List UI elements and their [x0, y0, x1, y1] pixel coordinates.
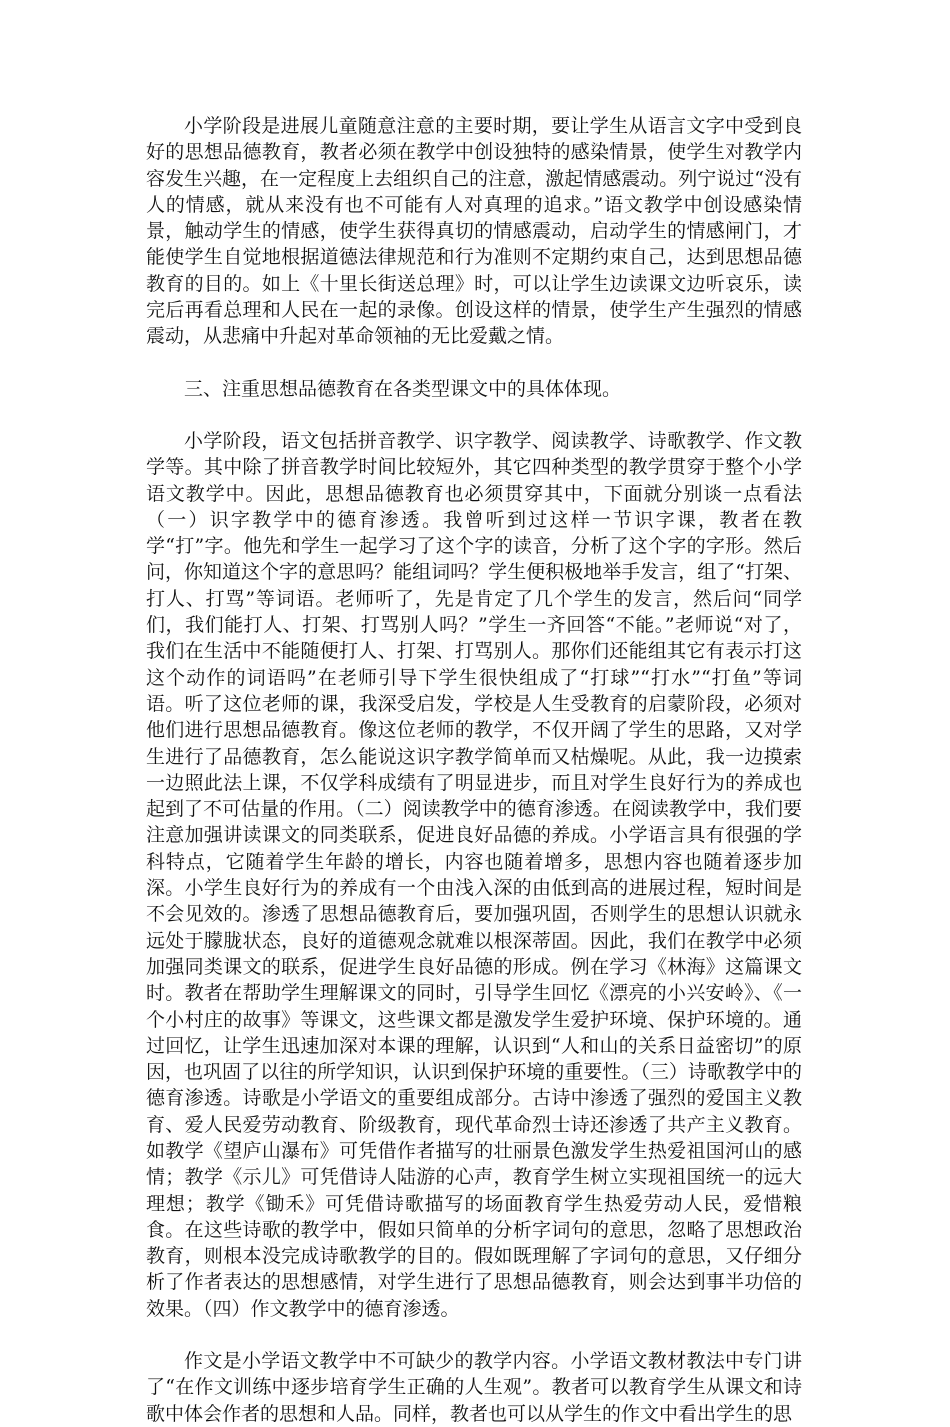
- paragraph-composition: 作文是小学语文教学中不可缺少的教学内容。小学语文教材教法中专门讲了“在作文训练中逐步培育学生正确的人生观”。教者可以教育学生从课文和诗歌中体会作者的思想和人品。同样，教者也可以从学生的作文中看出学生的思: [146, 1350, 802, 1425]
- section-heading-three: 三、注重思想品德教育在各类型课文中的具体体现。: [184, 377, 622, 400]
- paragraph-lesson-types: 小学阶段，语文包括拼音教学、识字教学、阅读教学、诗歌教学、作文教学等。其中除了拼音教学时间比较短外，其它四种类型的教学贯穿于整个小学语文教学中。因此，思想品德教育也必须贯穿其中，下面就分别谈一点看法（一）识字教学中的德育渗透。我曾听到过这样一节识字课，教者在教学“打”字。他先和学生一起学习了这个字的读音，分析了这个字的字形。然后问，你知道这个字的意思吗？能组词吗？学生便积极地举手发言，组了“打架、打人、打骂”等词语。老师听了，先是肯定了几个学生的发言，然后问“同学们，我们能打人、打架、打骂别人吗？”学生一齐回答“不能。”老师说“对了，我们在生活中不能随便打人、打架、打骂别人。那你们还能组其它有表示打这这个动作的词语吗”在老师引导下学生很快组成了“打球”“打水”“打鱼”等词语。听了这位老师的课，我深受启发，学校是人生受教育的启蒙阶段，必须对他们进行思想品德教育。像这位老师的教学，不仅开阔了学生的思路，又对学生进行了品德教育，怎么能说这识字教学简单而又枯燥呢。从此，我一边摸索一边照此法上课，不仅学科成绩有了明显进步，而且对学生良好行为的养成也起到了不可估量的作用。（二）阅读教学中的德育渗透。在阅读教学中，我们要注意加强讲读课文的同类联系，促进良好品德的养成。小学语言具有很强的学科特点，它随着学生年龄的增长，内容也随着增多，思想内容也随着逐步加深。小学生良好行为的养成有一个由浅入深的由低到高的进展过程，短时间是不会见效的。渗透了思想品德教育后，要加强巩固，否则学生的思想认识就永远处于朦胧状态，良好的道德观念就难以根深蒂固。因此，我们在教学中必须加强同类课文的联系，促进学生良好品德的形成。例在学习《林海》这篇课文时。教者在帮助学生理解课文的同时，引导学生回忆《漂亮的小兴安岭》、《一个小村庄的故事》等课文，这些课文都是激发学生爱护环境、保护环境的。通过回忆，让学生迅速加深对本课的理解，认识到“人和山的关系日益密切”的原因，也巩固了以往的所学知识，认识到保护环境的重要性。（三）诗歌教学中的德育渗透。诗歌是小学语文的重要组成部分。古诗中渗透了强烈的爱国主义教育、爱人民爱劳动教育、阶级教育，现代革命烈士诗还渗透了共产主义教育。如教学《望庐山瀑布》可凭借作者描写的壮丽景色激发学生热爱祖国河山的感情；教学《示儿》可凭借诗人陆游的心声，教育学生树立实现祖国统一的远大理想；教学《锄禾》可凭借诗歌描写的场面教育学生热爱劳动人民，爱惜粮食。在这些诗歌的教学中，假如只简单的分析字词句的意思，忽略了思想政治教育，则根本没完成诗歌教学的目的。假如既理解了字词句的意思，又仔细分析了作者表达的思想感情，对学生进行了思想品德教育，则会达到事半功倍的效果。（四）作文教学中的德育渗透。: [146, 429, 802, 1320]
- paragraph-emotional-scenes: 小学阶段是进展儿童随意注意的主要时期，要让学生从语言文字中受到良好的思想品德教育，教者必须在教学中创设独特的感染情景，使学生对教学内容发生兴趣，在一定程度上去组织自己的注意，激起情感震动。列宁说过“没有人的情感，就从来没有也不可能有人对真理的追求。”语文教学中创设感染情景，触动学生的情感，使学生获得真切的情感震动，启动学生的情感闸门，才能使学生自觉地根据道德法律规范和行为准则不定期约束自己，达到思想品德教育的目的。如上《十里长街送总理》时，可以让学生边读课文边听哀乐，读完后再看总理和人民在一起的录像。创设这样的情景，使学生产生强烈的情感震动，从悲痛中升起对革命领袖的无比爱戴之情。: [146, 115, 802, 348]
- document-body: [146, 113, 802, 1427]
